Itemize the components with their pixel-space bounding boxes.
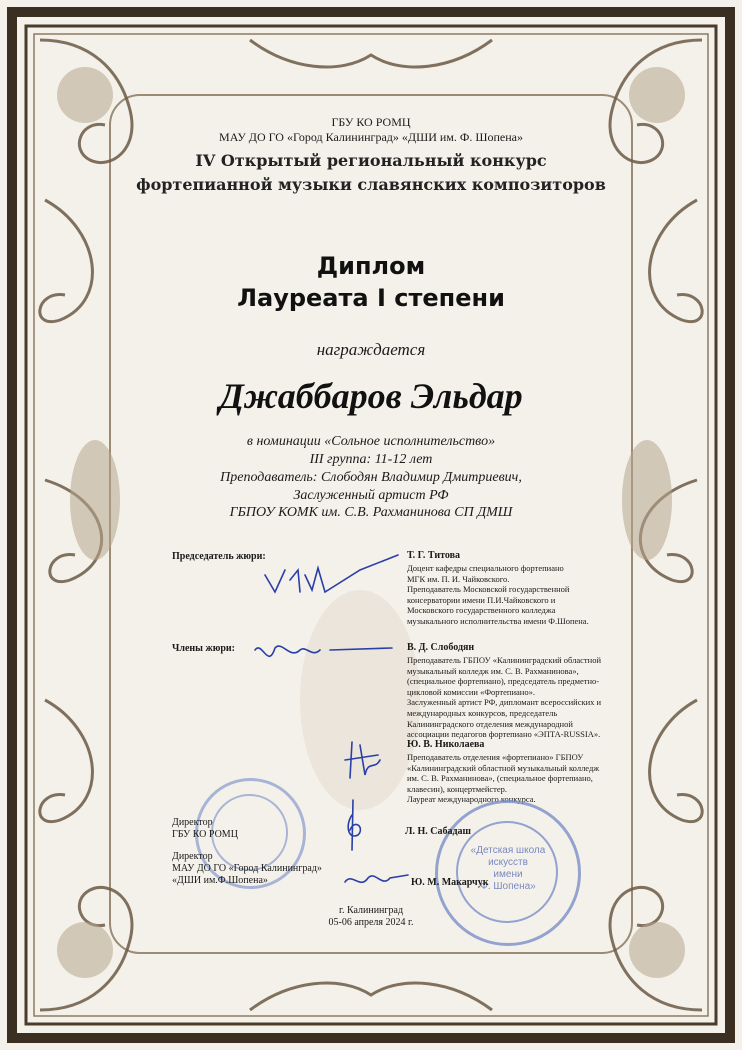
- contest-title-line2: фортепианной музыки славянских композиторов: [136, 175, 606, 194]
- footer-place-date: [271, 905, 471, 929]
- jury-chair-label: Председатель жюри:: [172, 551, 266, 562]
- chair-signature: [265, 555, 398, 592]
- nomination-line5: ГБПОУ КОМК им. С.В. Рахманинова СП ДМШ: [229, 505, 513, 520]
- chair-name: Т. Г. Титова: [407, 550, 461, 561]
- director1-block: Директор ГБУ КО РОМЦ: [172, 817, 238, 840]
- member2-description: Преподаватель отделения «фортепиано» ГБПОУ «Калининградский областной музыкальный колледж им. С. В. Рахманинова», (специальное фортепиано, клавесин), концертмейстер. Лауреат международного конкурса.: [407, 752, 600, 805]
- jury-members-label: Члены жюри:: [172, 643, 236, 654]
- nomination-line4: Заслуженный артист РФ: [293, 488, 449, 503]
- footer-city: г. Калининград: [338, 905, 404, 916]
- diploma-degree: Лауреата I степени: [237, 284, 505, 312]
- recipient-name: Джаббаров Эльдар: [219, 376, 523, 416]
- footer-date: 05-06 апреля 2024 г.: [328, 917, 414, 928]
- director1-name: Л. Н. Сабадаш: [405, 826, 471, 837]
- nomination-line1: в номинации «Сольное исполнительство»: [246, 434, 496, 449]
- director1-signature: [348, 800, 360, 850]
- diploma-title: Диплом: [316, 252, 426, 280]
- nomination-line2: III группа: 11-12 лет: [309, 452, 433, 467]
- director2-block: Директор МАУ ДО ГО «Город Калининград» «ДШИ им.Ф.Шопена»: [172, 851, 322, 886]
- contest-title-line1: IV Открытый региональный конкурс: [195, 151, 547, 170]
- nomination-line3: Преподаватель: Слободян Владимир Дмитриевич,: [220, 470, 522, 485]
- director2-signature: [345, 875, 408, 882]
- stamp-right: «Детская школа искусств имени Ф. Шопена»: [435, 800, 581, 946]
- member2-name: Ю. В. Николаева: [407, 739, 485, 750]
- director2-name: Ю. М. Макарчук: [411, 877, 489, 888]
- member1-name: В. Д. Слободян: [407, 642, 475, 653]
- member1-description: Преподаватель ГБПОУ «Калининградский областной музыкальный колледж им. С. В. Рахманинова», (специальное фортепиано), председатель предметно- цикловой комиссии «Фортепиано». Заслуженный артист РФ, дипломант всероссийских и международных конкурсов, председатель Калининградского отделения международной ассоциации педагогов фортепиано «ЭПТА-RUSSIA».: [407, 655, 602, 740]
- org-school: МАУ ДО ГО «Город Калининград» «ДШИ им. Ф. Шопена»: [219, 130, 523, 144]
- chair-description: Доцент кафедры специального фортепиано МГК им. П. И. Чайковского. Преподаватель Московской государственной консерватории имени П.И.Чайковского и Московского государственного колледжа музыкального исполнительства имени Ф.Шопена.: [407, 563, 589, 626]
- member1-signature: [255, 646, 392, 656]
- awarded-label: награждается: [316, 340, 426, 359]
- member2-signature: [345, 742, 380, 778]
- org-romc: ГБУ КО РОМЦ: [331, 115, 411, 129]
